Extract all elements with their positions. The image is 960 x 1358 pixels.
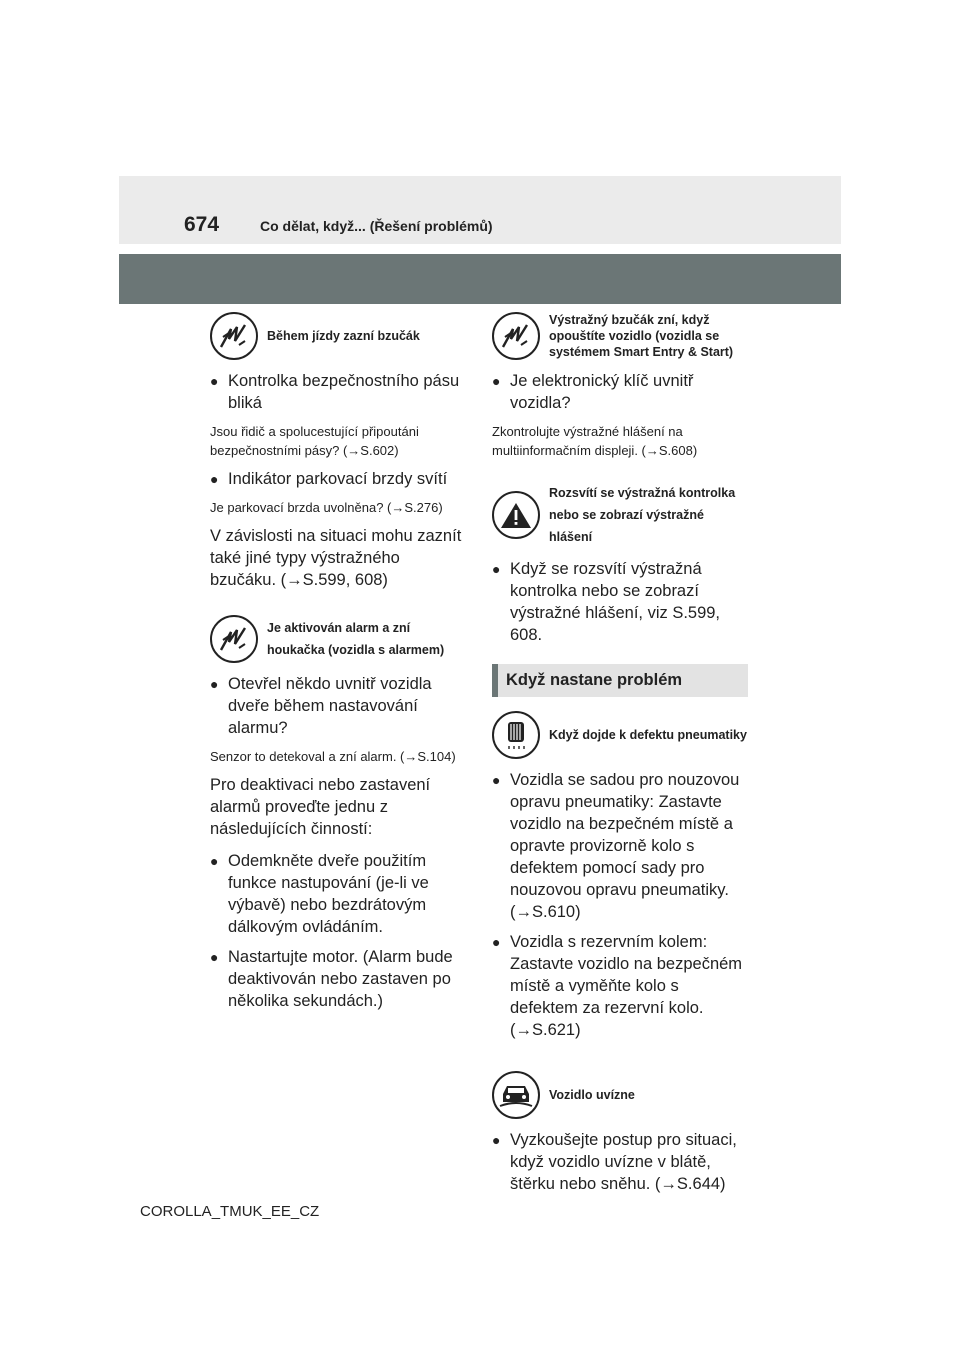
alarm-label: Je aktivován alarm a zní houkačka (vozidla s alarmem) [267,621,445,657]
stuck-label: Vozidlo uvízne [549,1088,635,1102]
note: Zkontrolujte výstražné hlášení na multiinformačním displeji. (→S.608) [492,424,698,458]
stuck-row [492,1071,748,1119]
list-item: ● Kontrolka bezpečnostního pásu bliká [210,372,460,412]
flat-tire-icon [492,711,540,759]
paragraph: V závislosti na situaci mohu zaznít také jiné typy výstražného bzučáku. (→S.599, 608) [210,527,462,589]
section-band [119,254,841,304]
note: Je parkovací brzda uvolněna? (→S.276) [210,500,443,515]
bullet-icon: ● [210,373,219,389]
bullet-icon: ● [210,853,219,869]
buzzer-icon [210,312,258,360]
list-item: ● Indikátor parkovací brzdy svítí [210,470,448,488]
tire-label: Když dojde k defektu pneumatiky [549,728,747,742]
buzzer-icon [492,312,540,360]
bullet-icon: ● [210,471,219,487]
list-item: ● Je elektronický klíč uvnitř vozidla? [492,372,694,412]
bullet-icon: ● [210,676,219,692]
tire-row [492,711,748,759]
alarm-row [210,615,466,663]
stuck-vehicle-icon [492,1071,540,1119]
footer-code: COROLLA_TMUK_EE_CZ [140,1203,320,1220]
bullet-icon: ● [492,1132,501,1148]
buzzer-driving-label: Během jízdy zazní bzučák [267,329,420,343]
left-column [210,312,466,1020]
alarm-buzzer-icon [210,615,258,663]
page-number: 674 [184,213,220,236]
list-item: ● Vozidla se sadou pro nouzovou opravu pneumatiky: Zastavte vozidlo na bezpečném místě a opravte provizorně kolo s defektem pomocí sady pro nouzovou opravu pneumatiky. (→S.610) [492,771,740,921]
warning-triangle-icon [492,491,540,539]
list-item: ● Vozidla s rezervním kolem: Zastavte vozidlo na bezpečném místě a vyměňte kolo s defektem za rezervní kolo. (→S.621) [492,933,743,1039]
list-item: ● Otevřel někdo uvnitř vozidla dveře během nastavování alarmu? [210,675,432,737]
bullet-icon: ● [492,772,501,788]
page-title: Co dělat, když... (Řešení problémů) [260,218,493,234]
buzzer-exit-row [492,312,748,360]
paragraph: Pro deaktivaci nebo zastavení alarmů proveďte jednu z následujících činností: [210,776,431,838]
buzzer-exit-label: Výstražný bzučák zní, když opouštíte vozidlo (vozidla se systémem Smart Entry & Start) [549,313,734,359]
section-heading: Když nastane problém [492,664,748,697]
buzzer-driving-row [210,312,466,360]
warning-label: Rozsvítí se výstražná kontrolka nebo se zobrazí výstražné hlášení [549,486,736,544]
bullet-icon: ● [210,949,219,965]
warning-row [492,482,748,548]
right-column [492,312,748,1203]
list-item: ● Vyzkoušejte postup pro situaci, když vozidlo uvízne v blátě, štěrku nebo sněhu. (→S.644) [492,1131,737,1193]
bullet-icon: ● [492,561,501,577]
note: Jsou řidič a spolucestující připoutáni bezpečnostními pásy? (→S.602) [210,424,419,458]
bullet-icon: ● [492,934,501,950]
list-item: ● Odemkněte dveře použitím funkce nastupování (je-li ve výbavě) nebo bezdrátovým dálkovým ovládáním. [210,852,429,936]
list-item: ● Když se rozsvítí výstražná kontrolka nebo se zobrazí výstražné hlášení, viz S.599, 608. [492,560,721,644]
list-item: ● Nastartujte motor. (Alarm bude deaktivován nebo zastaven po několika sekundách.) [210,948,453,1010]
note: Senzor to detekoval a zní alarm. (→S.104) [210,749,456,764]
bullet-icon: ● [492,373,501,389]
